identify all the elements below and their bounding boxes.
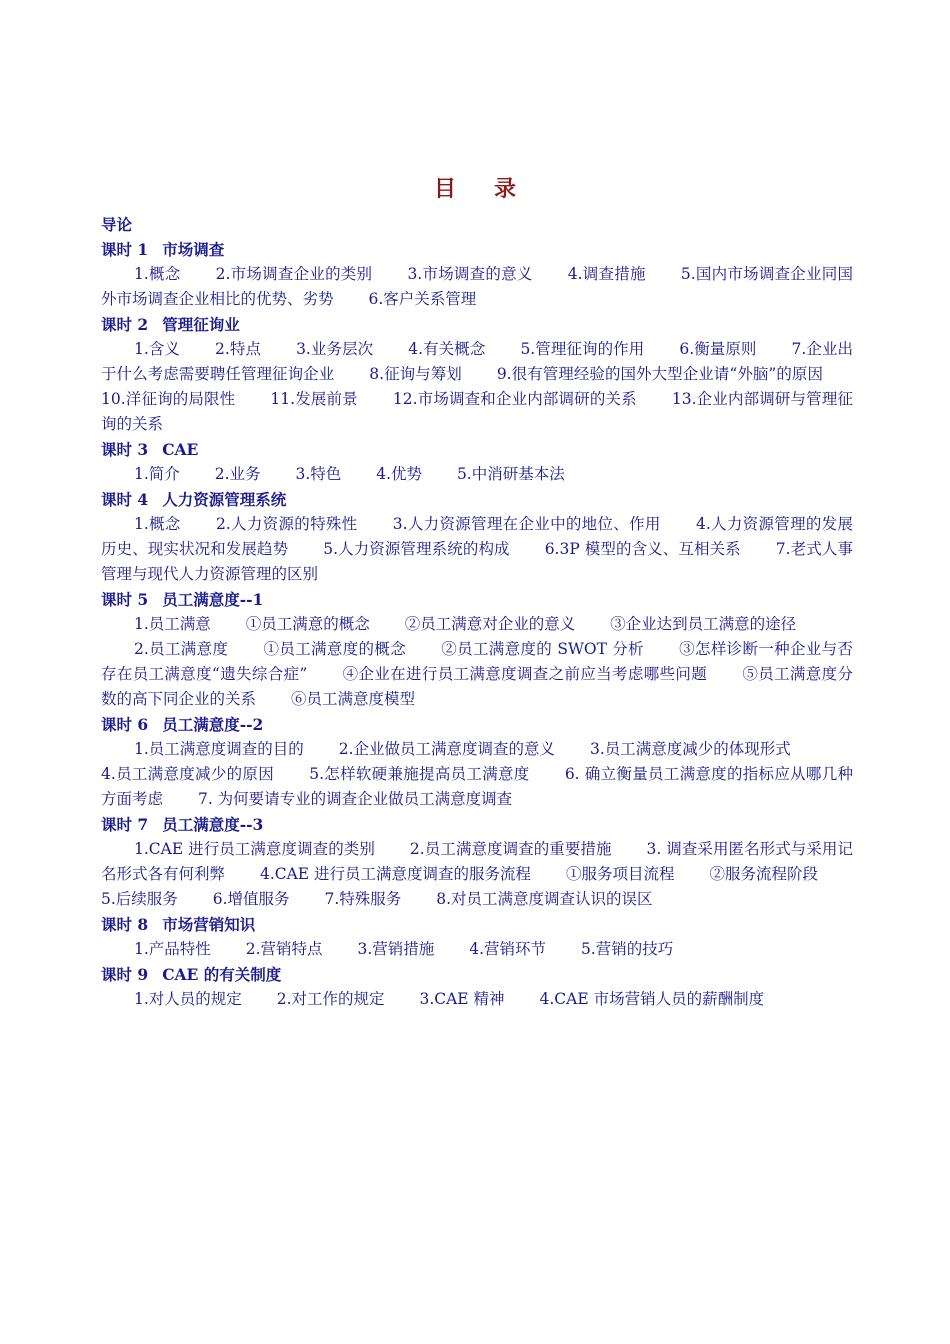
topic-item: 12.市场调查和企业内部调研的关系 xyxy=(392,390,637,408)
lesson-title: 市场调查 xyxy=(162,240,225,259)
lesson-heading xyxy=(101,237,853,262)
page-title: 目录 xyxy=(433,176,554,202)
topic-item: 1.含义 xyxy=(134,340,181,358)
lesson-heading xyxy=(101,962,853,987)
lesson-topics xyxy=(101,837,853,887)
topic-item: 1.概念 xyxy=(134,515,181,533)
topic-item: 4.调查措施 xyxy=(567,265,646,283)
topic-item: 1.对人员的规定 xyxy=(134,990,242,1008)
lesson-title: 员工满意度--3 xyxy=(162,815,264,834)
topic-item: 3.特色 xyxy=(295,465,342,483)
topic-item: 4.营销环节 xyxy=(469,940,546,958)
topic-item: 5.管理征询的作用 xyxy=(520,340,645,358)
topic-item: ②服务流程阶段 xyxy=(709,865,818,883)
topic-item: ⑤员工满意度分数的高下同企业的关系 xyxy=(101,665,853,708)
topic-item: 10.洋征询的局限性 xyxy=(101,390,236,408)
topic-item: 3.CAE 精神 xyxy=(419,990,505,1008)
topic-item: ⑥员工满意度模型 xyxy=(290,690,415,708)
topic-item: 2.对工作的规定 xyxy=(276,990,385,1008)
lesson-title: 市场营销知识 xyxy=(162,915,256,934)
topic-item: 4.有关概念 xyxy=(408,340,486,358)
lesson-title: CAE xyxy=(162,440,199,459)
topic-item: 9.很有管理经验的国外大型企业请“外脑”的原因 xyxy=(496,365,823,383)
topic-item: 7. 为何要请专业的调查企业做员工满意度调查 xyxy=(197,790,513,808)
lesson-number: 课时 6 xyxy=(101,715,149,734)
lesson-number: 课时 9 xyxy=(101,965,149,984)
topic-item: ①服务项目流程 xyxy=(565,865,675,883)
topic-item: 2.员工满意度 xyxy=(134,640,229,658)
topic-item: 2.营销特点 xyxy=(245,940,323,958)
lesson-topics xyxy=(101,637,853,712)
lesson-topics xyxy=(101,612,853,637)
topic-item: 3. 调查采用匿名形式与采用记名形式各有何利弊 xyxy=(101,840,853,883)
topic-item: 2.特点 xyxy=(215,340,262,358)
lesson-topics xyxy=(101,937,853,962)
lesson-number: 课时 5 xyxy=(101,590,149,609)
topic-item: ①员工满意的概念 xyxy=(245,615,370,633)
lesson-heading xyxy=(101,487,853,512)
lesson-topics xyxy=(101,512,853,587)
topic-item: 3.员工满意度减少的体现形式 xyxy=(589,740,791,758)
topic-item: 1.简介 xyxy=(134,465,180,483)
topic-item: 3.人力资源管理在企业中的地位、作用 xyxy=(392,515,661,533)
lesson-title: 管理征询业 xyxy=(162,315,240,334)
lesson-heading xyxy=(101,312,853,337)
topic-item: ③怎样诊断一种企业与否存在员工满意度“遗失综合症” xyxy=(101,640,853,683)
lesson-number: 课时 4 xyxy=(101,490,149,509)
topic-item: 1.员工满意度调查的目的 xyxy=(134,740,304,758)
topic-item: 1.CAE 进行员工满意度调查的类别 xyxy=(134,840,375,858)
topic-item: 6.3P 模型的含义、互相关系 xyxy=(544,540,741,558)
lesson-heading xyxy=(101,712,853,737)
topic-item: ②员工满意对企业的意义 xyxy=(404,615,576,633)
lesson-title: 人力资源管理系统 xyxy=(162,490,287,509)
lesson-title: CAE 的有关制度 xyxy=(162,965,282,984)
topic-item: 5.国内市场调查企业同国外市场调查企业相比的优势、劣势 xyxy=(101,265,853,308)
lesson-title: 员工满意度--1 xyxy=(162,590,264,609)
lesson-heading xyxy=(101,587,853,612)
lesson-topics xyxy=(101,462,853,487)
lesson-heading xyxy=(101,912,853,937)
topic-item: 8.征询与筹划 xyxy=(369,365,462,383)
topic-item: 3.业务层次 xyxy=(296,340,374,358)
topic-item: 6.增值服务 xyxy=(212,890,290,908)
lesson-number: 课时 8 xyxy=(101,915,149,934)
lesson-title: 员工满意度--2 xyxy=(162,715,264,734)
topic-item: 6.客户关系管理 xyxy=(368,290,477,308)
lesson-topics xyxy=(101,887,853,912)
topic-item: 4.CAE 进行员工满意度调查的服务流程 xyxy=(259,865,532,883)
topic-item: 8.对员工满意度调查认识的误区 xyxy=(436,890,653,908)
topic-item: 3.市场调查的意义 xyxy=(407,265,533,283)
topic-item: 7.企业出于什么考虑需要聘任管理征询企业 xyxy=(101,340,854,383)
topic-item: 7.特殊服务 xyxy=(324,890,402,908)
topic-item: 4.人力资源管理的发展历史、现实状况和发展趋势 xyxy=(101,515,853,558)
topic-item: 2.业务 xyxy=(214,465,261,483)
topic-item: 1.概念 xyxy=(134,265,181,283)
topic-item: 5.怎样软硬兼施提高员工满意度 xyxy=(309,765,530,783)
topic-item: 5.后续服务 xyxy=(101,890,178,908)
lesson-number: 课时 2 xyxy=(101,315,149,334)
table-of-contents xyxy=(101,212,853,1012)
topic-item: 11.发展前景 xyxy=(270,390,358,408)
topic-item: 2.企业做员工满意度调查的意义 xyxy=(338,740,556,758)
lesson-topics xyxy=(101,262,853,312)
topic-item: 7.老式人事管理与现代人力资源管理的区别 xyxy=(101,540,853,583)
lesson-topics xyxy=(101,737,853,762)
lesson-number: 课时 1 xyxy=(101,240,149,259)
topic-item: 1.产品特性 xyxy=(134,940,211,958)
topic-item: 5.人力资源管理系统的构成 xyxy=(323,540,510,558)
topic-item: 4.CAE 市场营销人员的薪酬制度 xyxy=(539,990,765,1008)
topic-item: 2.人力资源的特殊性 xyxy=(215,515,358,533)
topic-item: 13.企业内部调研与管理征询的关系 xyxy=(101,390,853,433)
lesson-topics xyxy=(101,762,853,812)
lesson-heading xyxy=(101,437,853,462)
topic-item: 6.衡量原则 xyxy=(679,340,757,358)
topic-item: 2.市场调查企业的类别 xyxy=(215,265,373,283)
topic-item: 3.营销措施 xyxy=(357,940,435,958)
lesson-topics xyxy=(101,987,853,1012)
topic-item: 4.员工满意度减少的原因 xyxy=(101,765,274,783)
topic-item: 6. 确立衡量员工满意度的指标应从哪几种方面考虑 xyxy=(101,765,853,808)
lesson-heading xyxy=(101,812,853,837)
topic-item: ④企业在进行员工满意度调查之前应当考虑哪些问题 xyxy=(342,665,708,683)
lesson-number: 课时 3 xyxy=(101,440,149,459)
topic-item: 2.员工满意度调查的重要措施 xyxy=(409,840,612,858)
topic-item: ③企业达到员工满意的途径 xyxy=(610,615,797,633)
intro-heading: 导论 xyxy=(101,215,133,234)
topic-item: 5.中消研基本法 xyxy=(456,465,565,483)
topic-item: 4.优势 xyxy=(376,465,422,483)
lesson-topics xyxy=(101,337,853,437)
topic-item: 1.员工满意 xyxy=(134,615,211,633)
topic-item: ②员工满意度的 SWOT 分析 xyxy=(441,640,644,658)
lesson-number: 课时 7 xyxy=(101,815,149,834)
topic-item: ①员工满意度的概念 xyxy=(263,640,407,658)
topic-item: 5.营销的技巧 xyxy=(580,940,674,958)
